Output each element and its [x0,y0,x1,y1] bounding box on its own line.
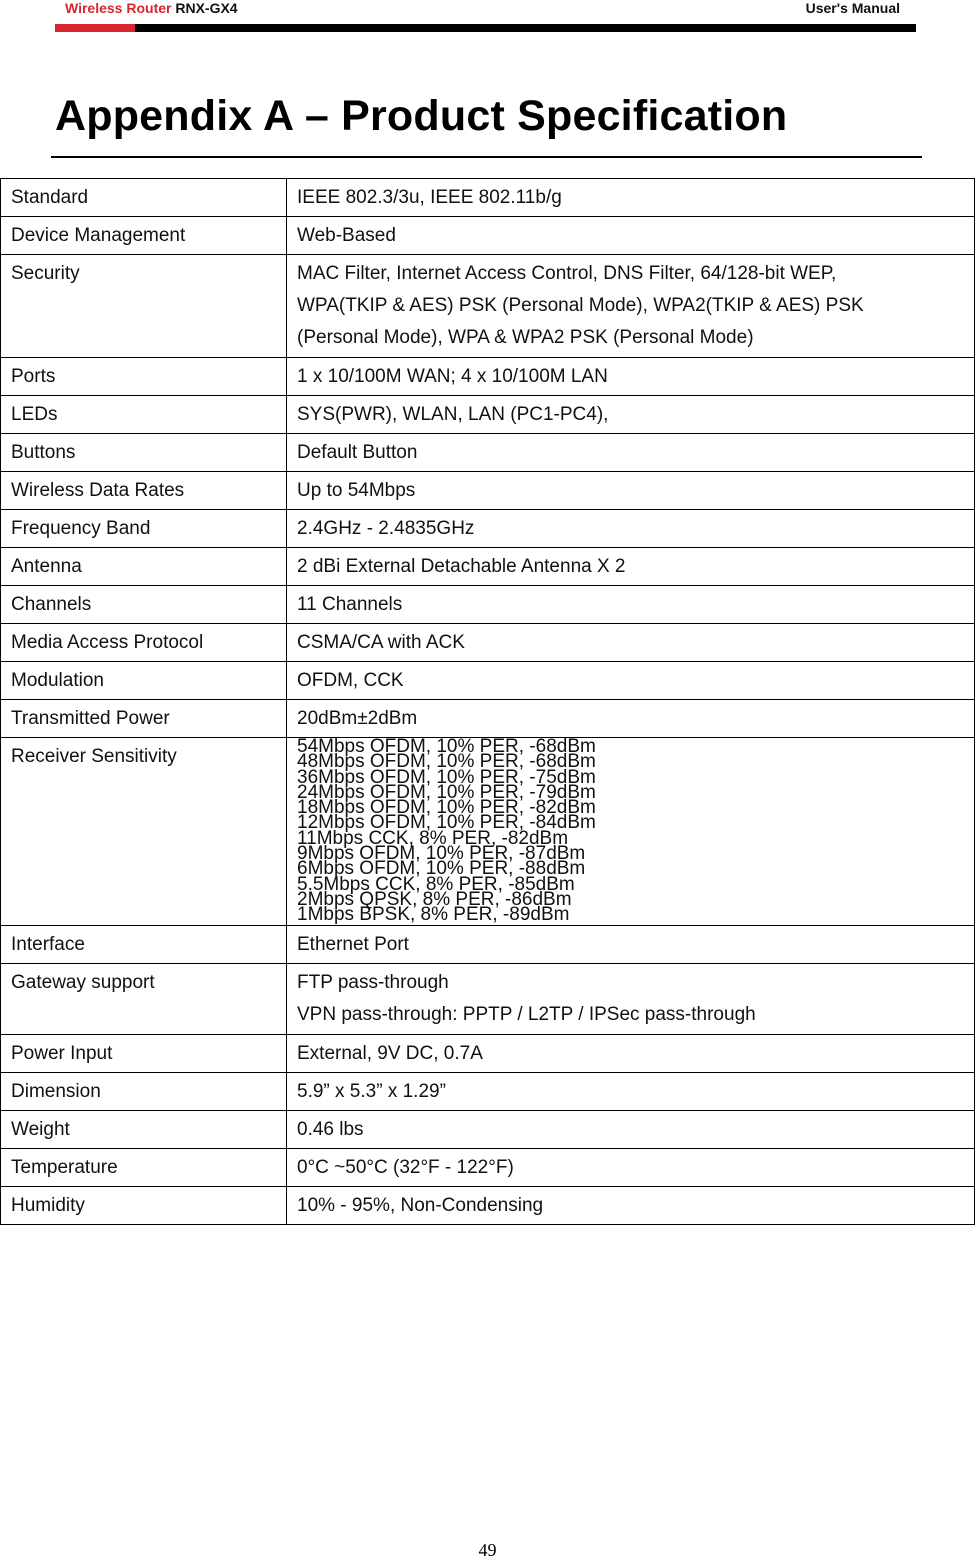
spec-label: Ports [1,358,287,396]
spec-value-line: CSMA/CA with ACK [297,632,465,653]
spec-value-line: 12Mbps OFDM, 10% PER, -84dBm [297,812,596,834]
spec-value-line: 2.4GHz - 2.4835GHz [297,518,475,539]
spec-value-line: Ethernet Port [297,933,409,955]
spec-value-line: External, 9V DC, 0.7A [297,1042,483,1064]
title-underline [51,156,922,158]
spec-value-line: 5.5Mbps CCK, 8% PER, -85dBm [297,873,575,895]
spec-value [287,925,975,963]
spec-value-line: Default Button [297,442,418,463]
page-number: 49 [478,1540,497,1560]
spec-value [287,179,975,217]
spec-row [1,1072,975,1110]
spec-label: Device Management [1,217,287,255]
spec-value-line: 0.46 lbs [297,1118,364,1140]
spec-value-line: 10% - 95%, Non-Condensing [297,1194,544,1216]
spec-row [1,1110,975,1148]
spec-value-line: 11 Channels [297,594,403,615]
spec-label: Temperature [1,1148,287,1186]
header-rule [135,24,916,32]
spec-value-line: 9Mbps OFDM, 10% PER, -87dBm [297,843,586,865]
page-header [55,0,916,22]
spec-row [1,217,975,255]
spec-row [1,586,975,624]
spec-row [1,1034,975,1072]
spec-row [1,255,975,358]
header-model: RNX-GX4 [175,0,238,16]
header-manual-label: User's Manual [805,0,900,16]
spec-label: Power Input [1,1034,287,1072]
spec-value [287,700,975,738]
spec-value-line: 20dBm±2dBm [297,708,418,729]
spec-value-line: SYS(PWR), WLAN, LAN (PC1-PC4), [297,404,609,425]
spec-row [1,662,975,700]
spec-value-line: 6Mbps OFDM, 10% PER, -88dBm [297,858,586,880]
header-brand: Wireless Router [65,0,172,16]
spec-value [287,396,975,434]
spec-label: Modulation [1,662,287,700]
spec-label: Media Access Protocol [1,624,287,662]
spec-value-line: 36Mbps OFDM, 10% PER, -75dBm [297,766,596,788]
spec-row [1,963,975,1034]
spec-value-line: IEEE 802.3/3u, IEEE 802.11b/g [297,187,562,208]
spec-value-line: FTP pass-through [297,971,449,993]
spec-row [1,624,975,662]
spec-value [287,963,975,1034]
spec-row [1,1186,975,1224]
spec-label: Standard [1,179,287,217]
spec-row [1,925,975,963]
spec-value-line: OFDM, CCK [297,670,404,691]
spec-row [1,179,975,217]
spec-value-line: 1Mbps BPSK, 8% PER, -89dBm [297,904,570,926]
header-product [65,0,238,16]
spec-label: Weight [1,1110,287,1148]
spec-value [287,738,975,926]
spec-label: Gateway support [1,963,287,1034]
spec-value-line: 5.9” x 5.3” x 1.29” [297,1080,446,1102]
spec-row [1,510,975,548]
spec-label: Humidity [1,1186,287,1224]
spec-row [1,1148,975,1186]
spec-label: Antenna [1,548,287,586]
spec-value [287,472,975,510]
spec-label: Dimension [1,1072,287,1110]
spec-value [287,255,975,358]
spec-value [287,217,975,255]
spec-row [1,434,975,472]
spec-value [287,624,975,662]
spec-value [287,662,975,700]
spec-value [287,1034,975,1072]
spec-row [1,396,975,434]
spec-value [287,1110,975,1148]
spec-label: Security [1,255,287,358]
spec-table [0,178,975,1225]
spec-value-line: (Personal Mode), WPA & WPA2 PSK (Personal Mode) [297,327,754,348]
spec-value-line: 0°C ~50°C (32°F - 122°F) [297,1156,514,1178]
spec-row [1,548,975,586]
spec-label: Receiver Sensitivity [1,738,287,926]
page-title: Appendix A – Product Specification [55,92,788,140]
spec-value-line: VPN pass-through: PPTP / L2TP / IPSec pass-through [297,1003,756,1025]
spec-value-line: 2Mbps QPSK, 8% PER, -86dBm [297,888,572,910]
spec-value-line: 18Mbps OFDM, 10% PER, -82dBm [297,797,596,819]
spec-row [1,358,975,396]
spec-value-line: MAC Filter, Internet Access Control, DNS Filter, 64/128-bit WEP, [297,263,837,284]
spec-label: LEDs [1,396,287,434]
spec-value-line: WPA(TKIP & AES) PSK (Personal Mode), WPA2(TKIP & AES) PSK [297,295,864,316]
spec-value-line: Web-Based [297,225,396,246]
spec-label: Channels [1,586,287,624]
spec-row [1,700,975,738]
spec-value-line: Up to 54Mbps [297,480,416,501]
spec-value-line: 1 x 10/100M WAN; 4 x 10/100M LAN [297,366,608,387]
spec-value-line: 11Mbps CCK, 8% PER, -82dBm [297,827,569,849]
spec-value [287,434,975,472]
spec-label: Wireless Data Rates [1,472,287,510]
spec-value [287,1072,975,1110]
header-rule-accent [55,24,135,32]
spec-value [287,510,975,548]
spec-value [287,586,975,624]
spec-label: Buttons [1,434,287,472]
spec-value-line: 54Mbps OFDM, 10% PER, -68dBm [297,736,596,757]
spec-value-line: 24Mbps OFDM, 10% PER, -79dBm [297,781,596,803]
spec-label: Frequency Band [1,510,287,548]
spec-value [287,358,975,396]
spec-row [1,472,975,510]
spec-value [287,1186,975,1224]
spec-value-line: 48Mbps OFDM, 10% PER, -68dBm [297,751,596,773]
spec-value [287,1148,975,1186]
spec-label: Transmitted Power [1,700,287,738]
spec-value-line: 2 dBi External Detachable Antenna X 2 [297,556,626,577]
spec-row [1,738,975,926]
spec-value [287,548,975,586]
spec-label: Interface [1,925,287,963]
